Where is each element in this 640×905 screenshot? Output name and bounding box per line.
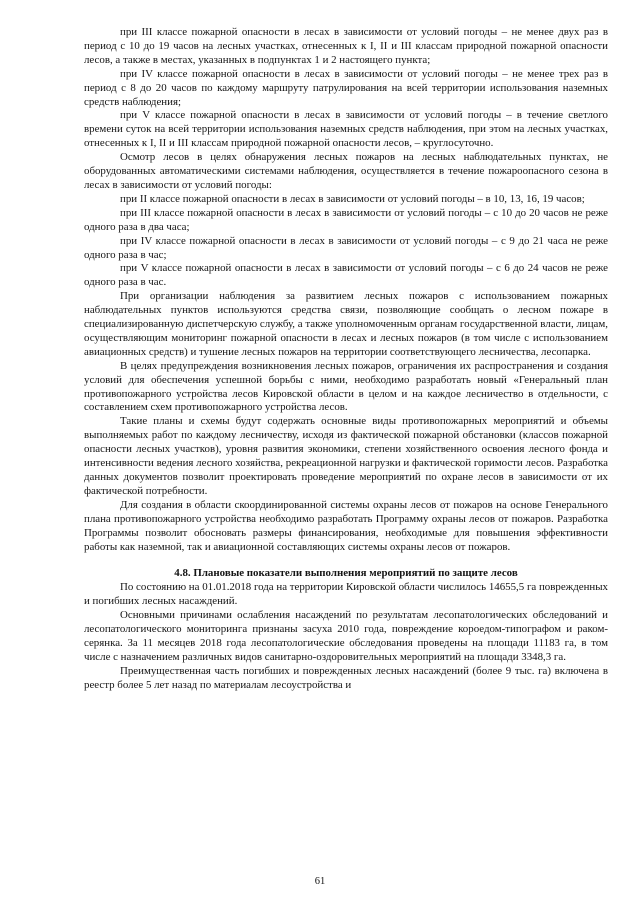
paragraph-communication: При организации наблюдения за развитием лесных пожаров с использованием пожарных наблюдательных пунктов используются средства связи, позволяющие сообщать о лесном пожаре в специализированную диспетчерскую службу, а также уполномоченным органам государственной власти, лицам, осуществляющим мониторинг пожарной опасности в лесах и лесных пожаров (в том числе с использованием авиационных средств) и тушение лесных пожаров на территории соответствующего лесничества, лесопарка. (84, 290, 608, 358)
paragraph-weakening-causes: Основными причинами ослабления насаждений по результатам лесопатологических обследований и лесопатологического мониторинга признаны засуха 2010 года, повреждение короедом-типографом и раком-серянка. За 11 месяцев 2018 года лесопатологические обследования проведены на площади 11183 га, в том числе с назначением различных видов санитарно-оздоровительных мероприятий на площади 3348,3 га. (84, 609, 608, 663)
document-page (84, 26, 608, 693)
paragraph-patrol-class-5: при V классе пожарной опасности в лесах в зависимости от условий погоды – в течение светлого времени суток на всей территории использования наземных средств наблюдения, при этом на лесных участках, отнесенных к I, II и III классам природной пожарной опасности лесов, – круглосуточно. (84, 109, 608, 150)
paragraph-observation-points: Осмотр лесов в целях обнаружения лесных пожаров на лесных наблюдательных пунктах, не оборудованных автоматическими системами наблюдения, осуществляется в течение пожароопасного сезона в лесах в зависимости от условий погоды: (84, 151, 608, 191)
paragraph-plans-content: Такие планы и схемы будут содержать основные виды противопожарных мероприятий и объемы выполняемых работ по каждому лесничеству, исходя из фактической пожарной обстановки (классов пожарной опасности лесных участков), уровня развития экономики, степени хозяйственного освоения лесного фонда и интенсивности ведения лесного хозяйства, рекреационной нагрузки и фактической горимости лесов. Разработка данных документов позволит проектировать проведение мероприятий по охране лесов в зависимости от их фактической потребности. (84, 415, 608, 497)
paragraph-patrol-class-4: при IV классе пожарной опасности в лесах в зависимости от условий погоды – не менее трех раз в период с 8 до 20 часов по каждому маршруту патрулирования на всей территории использования наземных средств наблюдения; (84, 67, 608, 108)
paragraph-observation-class-2: при II классе пожарной опасности в лесах в зависимости от условий погоды – в 10, 13, 16, 19 часов; (120, 192, 585, 205)
section-heading: 4.8. Плановые показатели выполнения мероприятий по защите лесов (174, 567, 518, 580)
paragraph-registry: Преимущественная часть погибших и поврежденных лесных насаждений (более 9 тыс. га) включена в реестр более 5 лет назад по материалам лесоустройства и (84, 664, 608, 691)
paragraph-program: Для создания в области скоординированной системы охраны лесов от пожаров на основе Генерального плана противопожарного устройства необходимо разработать Программу охраны лесов от пожаров. Разработка Программы позволит обосновать размеры финансирования, необходимые для повышения эффективности работы как наземной, так и авиационной составляющих системы охраны лесов от пожаров. (84, 498, 608, 553)
paragraph-patrol-class-3: при III классе пожарной опасности в лесах в зависимости от условий погоды – не менее двух раз в период с 10 до 19 часов на лесных участках, отнесенных к I, II и III классам природной пожарной опасности лесов, а также в местах, указанных в подпунктах 1 и 2 настоящего пункта; (84, 26, 608, 66)
paragraph-observation-class-3: при III классе пожарной опасности в лесах в зависимости от условий погоды – с 10 до 20 часов не реже одного раза в два часа; (84, 206, 608, 233)
paragraph-observation-class-4: при IV классе пожарной опасности в лесах в зависимости от условий погоды – с 9 до 21 часа не реже одного раза в час; (84, 234, 608, 261)
paragraph-damaged-forests: По состоянию на 01.01.2018 года на территории Кировской области числилось 14655,5 га поврежденных и погибших лесных насаждений. (84, 581, 608, 608)
page-number: 61 (314, 876, 326, 887)
paragraph-general-plan: В целях предупреждения возникновения лесных пожаров, ограничения их распространения и создания условий для обеспечения успешной борьбы с ними, необходимо разработать новый «Генеральный план противопожарного устройства лесов Кировской области в целом и на каждое лесничество в отдельности, с составлением схем противопожарного устройства лесов. (84, 359, 608, 414)
paragraph-observation-class-5: при V классе пожарной опасности в лесах в зависимости от условий погоды – с 6 до 24 часов не реже одного раза в час. (84, 262, 608, 289)
